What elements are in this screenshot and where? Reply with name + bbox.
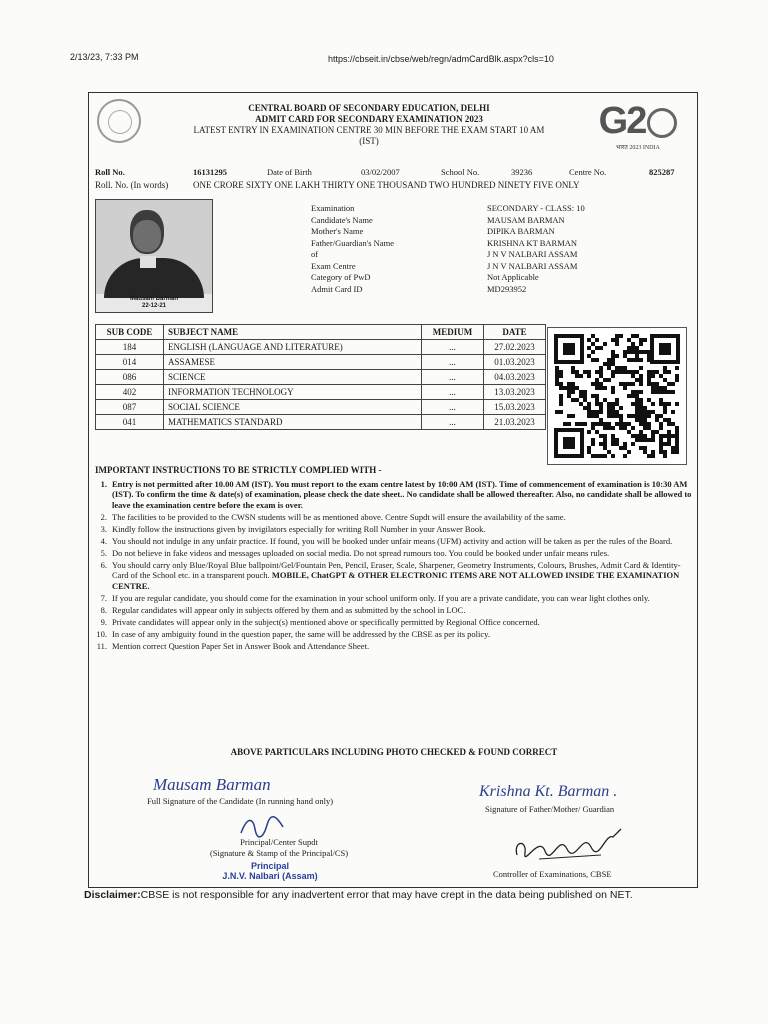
- detail-row: Mother's Name DIPIKA BARMAN: [311, 226, 555, 236]
- centre-value: 825287: [649, 167, 675, 177]
- entry-note-ist: (IST): [359, 136, 379, 146]
- guardian-signature: Krishna Kt. Barman .: [479, 783, 618, 800]
- table-header-row: SUB CODE SUBJECT NAME MEDIUM DATE: [96, 325, 546, 340]
- table-row: 087 SOCIAL SCIENCE ... 15.03.2023: [96, 400, 546, 415]
- disclaimer: [84, 889, 724, 901]
- instruction-item: 4. You should not indulge in any unfair practice. If found, you will be booked under unfair means (UFM) activity and action will be taken as per the rules of the Board.: [100, 535, 673, 546]
- subjects-table: [95, 324, 546, 430]
- dob-value: 03/02/2007: [361, 167, 400, 177]
- candidate-photo: [95, 199, 213, 313]
- dob-label: Date of Birth: [267, 167, 312, 177]
- admit-card: [88, 92, 698, 888]
- table-row: 014 ASSAMESE ... 01.03.2023: [96, 355, 546, 370]
- qr-code-icon: [554, 334, 680, 458]
- photo-caption-name: Mausam Barman: [129, 296, 179, 302]
- roll-in-words: [95, 180, 580, 190]
- qr-code: [547, 327, 687, 465]
- candidate-signature: Mausam Barman: [153, 775, 271, 794]
- photo-caption-date: 22-12-21: [141, 303, 167, 309]
- print-timestamp: 2/13/23, 7:33 PM: [70, 52, 139, 62]
- cbse-emblem-icon: [97, 99, 141, 143]
- disclaimer-text: CBSE is not responsible for any inadvertent error that may have crept in the data being published on NET.: [140, 889, 633, 901]
- disclaimer-label: Disclaimer:: [84, 889, 141, 901]
- table-row: 184 ENGLISH (LANGUAGE AND LITERATURE) ... 27.02.2023: [96, 340, 546, 355]
- guardian-signature-label: Signature of Father/Mother/ Guardian: [485, 804, 615, 814]
- instruction-item: 2. The facilities to be provided to the CWSN students will be as mentioned above. Centre Supdt will ensure the availability of the same.: [100, 511, 566, 522]
- card-header: [149, 103, 589, 147]
- checked-note: ABOVE PARTICULARS INCLUDING PHOTO CHECKED & FOUND CORRECT: [230, 747, 558, 757]
- detail-row: Father/Guardian's Name KRISHNA KT BARMAN: [311, 237, 578, 248]
- instruction-item: 11. Mention correct Question Paper Set in Answer Book and Attendance Sheet.: [96, 640, 370, 651]
- instruction-item: 9. Private candidates will appear only in the subject(s) mentioned above or specifically permitted by Regional Office concerned.: [100, 616, 540, 627]
- instruction-item: 8. Regular candidates will appear only in subjects offered by them and as submitted by the school in LOC.: [100, 604, 466, 615]
- school-value: 39236: [511, 167, 533, 177]
- principal-stamp: Principal J.N.V. Nalbari (Assam): [222, 861, 318, 881]
- instruction-item: 3. Kindly follow the instructions given by invigilators especially for writing Roll Number in your Answer Book.: [100, 523, 486, 534]
- instruction-item: 5. Do not believe in fake videos and messages uploaded on social media. Do not spread rumours too. You could be booked under unfair means rules.: [100, 547, 610, 558]
- roll-label: Roll No.: [95, 167, 125, 177]
- controller-label: Controller of Examinations, CBSE: [493, 869, 612, 879]
- instruction-item: 10. In case of any ambiguity found in the question paper, the same will be addressed by the CBSE as per its policy.: [96, 628, 490, 639]
- instruction-item: 7. If you are regular candidate, you should come for the examination in your school uniform only. If you are a private candidate, you can wear light clothes only.: [100, 592, 650, 603]
- g20-subtitle: भारत 2023 INDIA: [616, 145, 660, 151]
- g20-logo: [593, 101, 683, 151]
- words-label: Roll. No. (In words): [95, 180, 169, 190]
- detail-row: Candidate's Name MAUSAM BARMAN: [311, 214, 565, 225]
- detail-row: Exam Centre J N V NALBARI ASSAM: [311, 260, 578, 271]
- candidate-signature-label: Full Signature of the Candidate (In running hand only): [147, 796, 334, 806]
- board-name: CENTRAL BOARD OF SECONDARY EDUCATION, DELHI: [248, 103, 490, 113]
- detail-row: Category of PwD Not Applicable: [311, 272, 539, 282]
- instruction-item: 6. You should carry only Blue/Royal Blue ballpoint/Gel/Fountain Pen, Pencil, Eraser, Scale, Sharpener, Geometry Instruments, Colours, Brushes, Admit Card & Identity-Card of the School etc. in a transparent pouch. MOBILE, ChatGPT & OTHER ELECTRONIC ITEMS ARE NOT ALLOWED INSIDE THE EXAMINATION CENTRE.: [100, 559, 681, 591]
- detail-row: Admit Card ID MD293952: [311, 283, 527, 294]
- principal-label: Principal/Center Supdt (Signature & Stamp of the Principal/CS): [209, 837, 349, 858]
- candidate-details: [311, 203, 585, 295]
- detail-row: of J N V NALBARI ASSAM: [311, 249, 578, 259]
- roll-value: 16131295: [193, 167, 227, 177]
- detail-row: Examination SECONDARY - CLASS: 10: [311, 203, 585, 213]
- words-value: ONE CRORE SIXTY ONE LAKH THIRTY ONE THOUSAND TWO HUNDRED NINETY FIVE ONLY: [193, 180, 580, 190]
- instructions-title: IMPORTANT INSTRUCTIONS TO BE STRICTLY COMPLIED WITH -: [95, 465, 382, 475]
- centre-label: Centre No.: [569, 167, 607, 177]
- table-row: 041 MATHEMATICS STANDARD ... 21.03.2023: [96, 415, 546, 430]
- table-row: 086 SCIENCE ... 04.03.2023: [96, 370, 546, 385]
- controller-signature-icon: [509, 825, 629, 869]
- school-label: School No.: [441, 167, 480, 177]
- print-url: https://cbseit.in/cbse/web/regn/admCardBlk.aspx?cls=10: [328, 54, 554, 64]
- table-row: 402 INFORMATION TECHNOLOGY ... 13.03.2023: [96, 385, 546, 400]
- g20-logo-icon: G2: [593, 101, 683, 141]
- instructions: [95, 465, 693, 653]
- entry-note: LATEST ENTRY IN EXAMINATION CENTRE 30 MIN BEFORE THE EXAM START 10 AM: [193, 125, 545, 135]
- instruction-item: 1. Entry is not permitted after 10.00 AM (IST). You must report to the exam centre latest by 10:00 AM (IST). Time of commencement of examination is 10:30 AM (IST). To confirm the time & date(s) of examination, please check the date sheet.. No candidate shall be allowed thereafter. Also, no candidate shall be allowed to leave the examination centre before the exam is over.: [100, 478, 692, 510]
- card-title: ADMIT CARD FOR SECONDARY EXAMINATION 2023: [255, 114, 483, 124]
